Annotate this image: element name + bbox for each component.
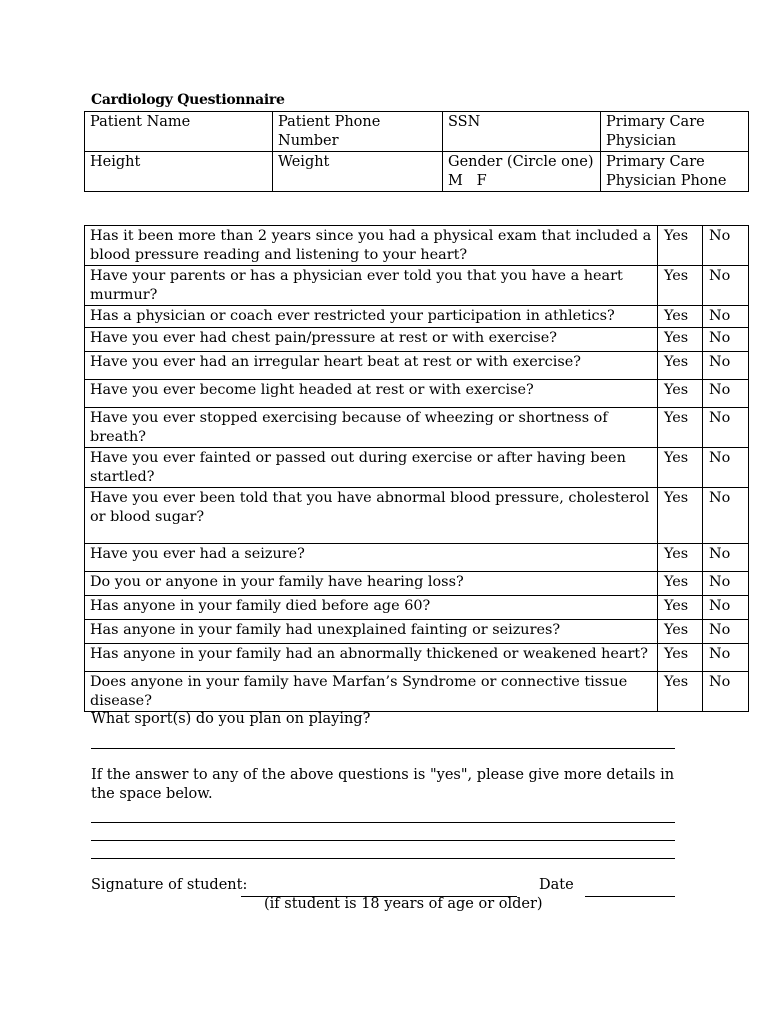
no-option[interactable]: No — [703, 328, 749, 352]
no-option[interactable]: No — [703, 596, 749, 620]
questions-table — [84, 225, 749, 712]
no-option[interactable]: No — [703, 488, 749, 544]
date-label: Date — [539, 877, 574, 893]
question-text: Have you ever become light headed at rest or with exercise? — [85, 380, 658, 408]
question-text: Have you ever had an irregular heart beat at rest or with exercise? — [85, 352, 658, 380]
yes-option[interactable]: Yes — [658, 572, 703, 596]
signature-label: Signature of student: — [91, 877, 248, 893]
question-row — [85, 620, 749, 644]
question-text: Have you ever been told that you have abnormal blood pressure, cholesterol or blood sugar? — [85, 488, 658, 544]
yes-option[interactable]: Yes — [658, 448, 703, 488]
yes-option[interactable]: Yes — [658, 226, 703, 266]
patient-info-table — [84, 111, 749, 192]
no-option[interactable]: No — [703, 644, 749, 672]
signature-note: (if student is 18 years of age or older) — [264, 896, 543, 912]
height-field[interactable]: Height — [85, 152, 273, 192]
question-row — [85, 448, 749, 488]
no-option[interactable]: No — [703, 672, 749, 712]
question-row — [85, 380, 749, 408]
no-option[interactable]: No — [703, 306, 749, 328]
gender-label: Gender (Circle one) — [448, 154, 594, 170]
question-row — [85, 544, 749, 572]
yes-option[interactable]: Yes — [658, 352, 703, 380]
yes-option[interactable]: Yes — [658, 644, 703, 672]
patient-phone-field[interactable]: Patient Phone Number — [273, 112, 443, 152]
gender-options[interactable]: M F — [448, 173, 487, 189]
question-text: Do you or anyone in your family have hearing loss? — [85, 572, 658, 596]
question-text: Have your parents or has a physician ever told you that you have a heart murmur? — [85, 266, 658, 306]
question-row — [85, 596, 749, 620]
question-row — [85, 672, 749, 712]
question-row — [85, 408, 749, 448]
sport-prompt: What sport(s) do you plan on playing? — [91, 711, 371, 727]
question-row — [85, 488, 749, 544]
yes-option[interactable]: Yes — [658, 266, 703, 306]
date-line[interactable] — [585, 896, 675, 897]
question-text: Have you ever had a seizure? — [85, 544, 658, 572]
physician-phone-field[interactable]: Primary Care Physician Phone — [601, 152, 749, 192]
question-text: Does anyone in your family have Marfan’s Syndrome or connective tissue disease? — [85, 672, 658, 712]
question-row — [85, 266, 749, 306]
weight-field[interactable]: Weight — [273, 152, 443, 192]
question-text: Has anyone in your family had an abnormally thickened or weakened heart? — [85, 644, 658, 672]
no-option[interactable]: No — [703, 572, 749, 596]
details-line-2[interactable] — [91, 840, 675, 841]
yes-option[interactable]: Yes — [658, 620, 703, 644]
yes-option[interactable]: Yes — [658, 328, 703, 352]
question-text: Have you ever fainted or passed out during exercise or after having been startled? — [85, 448, 658, 488]
question-row — [85, 226, 749, 266]
no-option[interactable]: No — [703, 380, 749, 408]
question-row — [85, 328, 749, 352]
primary-care-physician-field[interactable]: Primary Care Physician — [601, 112, 749, 152]
no-option[interactable]: No — [703, 448, 749, 488]
patient-name-field[interactable]: Patient Name — [85, 112, 273, 152]
yes-option[interactable]: Yes — [658, 488, 703, 544]
no-option[interactable]: No — [703, 620, 749, 644]
no-option[interactable]: No — [703, 544, 749, 572]
question-row — [85, 306, 749, 328]
question-text: Have you ever stopped exercising because of wheezing or shortness of breath? — [85, 408, 658, 448]
question-row — [85, 572, 749, 596]
ssn-field[interactable]: SSN — [443, 112, 601, 152]
question-text: Has it been more than 2 years since you had a physical exam that included a blood pressure reading and listening to your heart? — [85, 226, 658, 266]
yes-option[interactable]: Yes — [658, 672, 703, 712]
yes-option[interactable]: Yes — [658, 380, 703, 408]
question-text: Have you ever had chest pain/pressure at rest or with exercise? — [85, 328, 658, 352]
question-text: Has anyone in your family had unexplained fainting or seizures? — [85, 620, 658, 644]
question-text: Has a physician or coach ever restricted your participation in athletics? — [85, 306, 658, 328]
no-option[interactable]: No — [703, 408, 749, 448]
form-title: Cardiology Questionnaire — [91, 92, 285, 108]
question-text: Has anyone in your family died before age 60? — [85, 596, 658, 620]
details-line-3[interactable] — [91, 858, 675, 859]
question-row — [85, 352, 749, 380]
yes-option[interactable]: Yes — [658, 306, 703, 328]
sport-answer-line[interactable] — [91, 748, 675, 749]
details-prompt: If the answer to any of the above questions is "yes", please give more details in the space below. — [91, 767, 675, 802]
no-option[interactable]: No — [703, 352, 749, 380]
yes-option[interactable]: Yes — [658, 544, 703, 572]
no-option[interactable]: No — [703, 226, 749, 266]
details-line-1[interactable] — [91, 822, 675, 823]
yes-option[interactable]: Yes — [658, 408, 703, 448]
yes-option[interactable]: Yes — [658, 596, 703, 620]
gender-field[interactable] — [443, 152, 601, 192]
no-option[interactable]: No — [703, 266, 749, 306]
question-row — [85, 644, 749, 672]
